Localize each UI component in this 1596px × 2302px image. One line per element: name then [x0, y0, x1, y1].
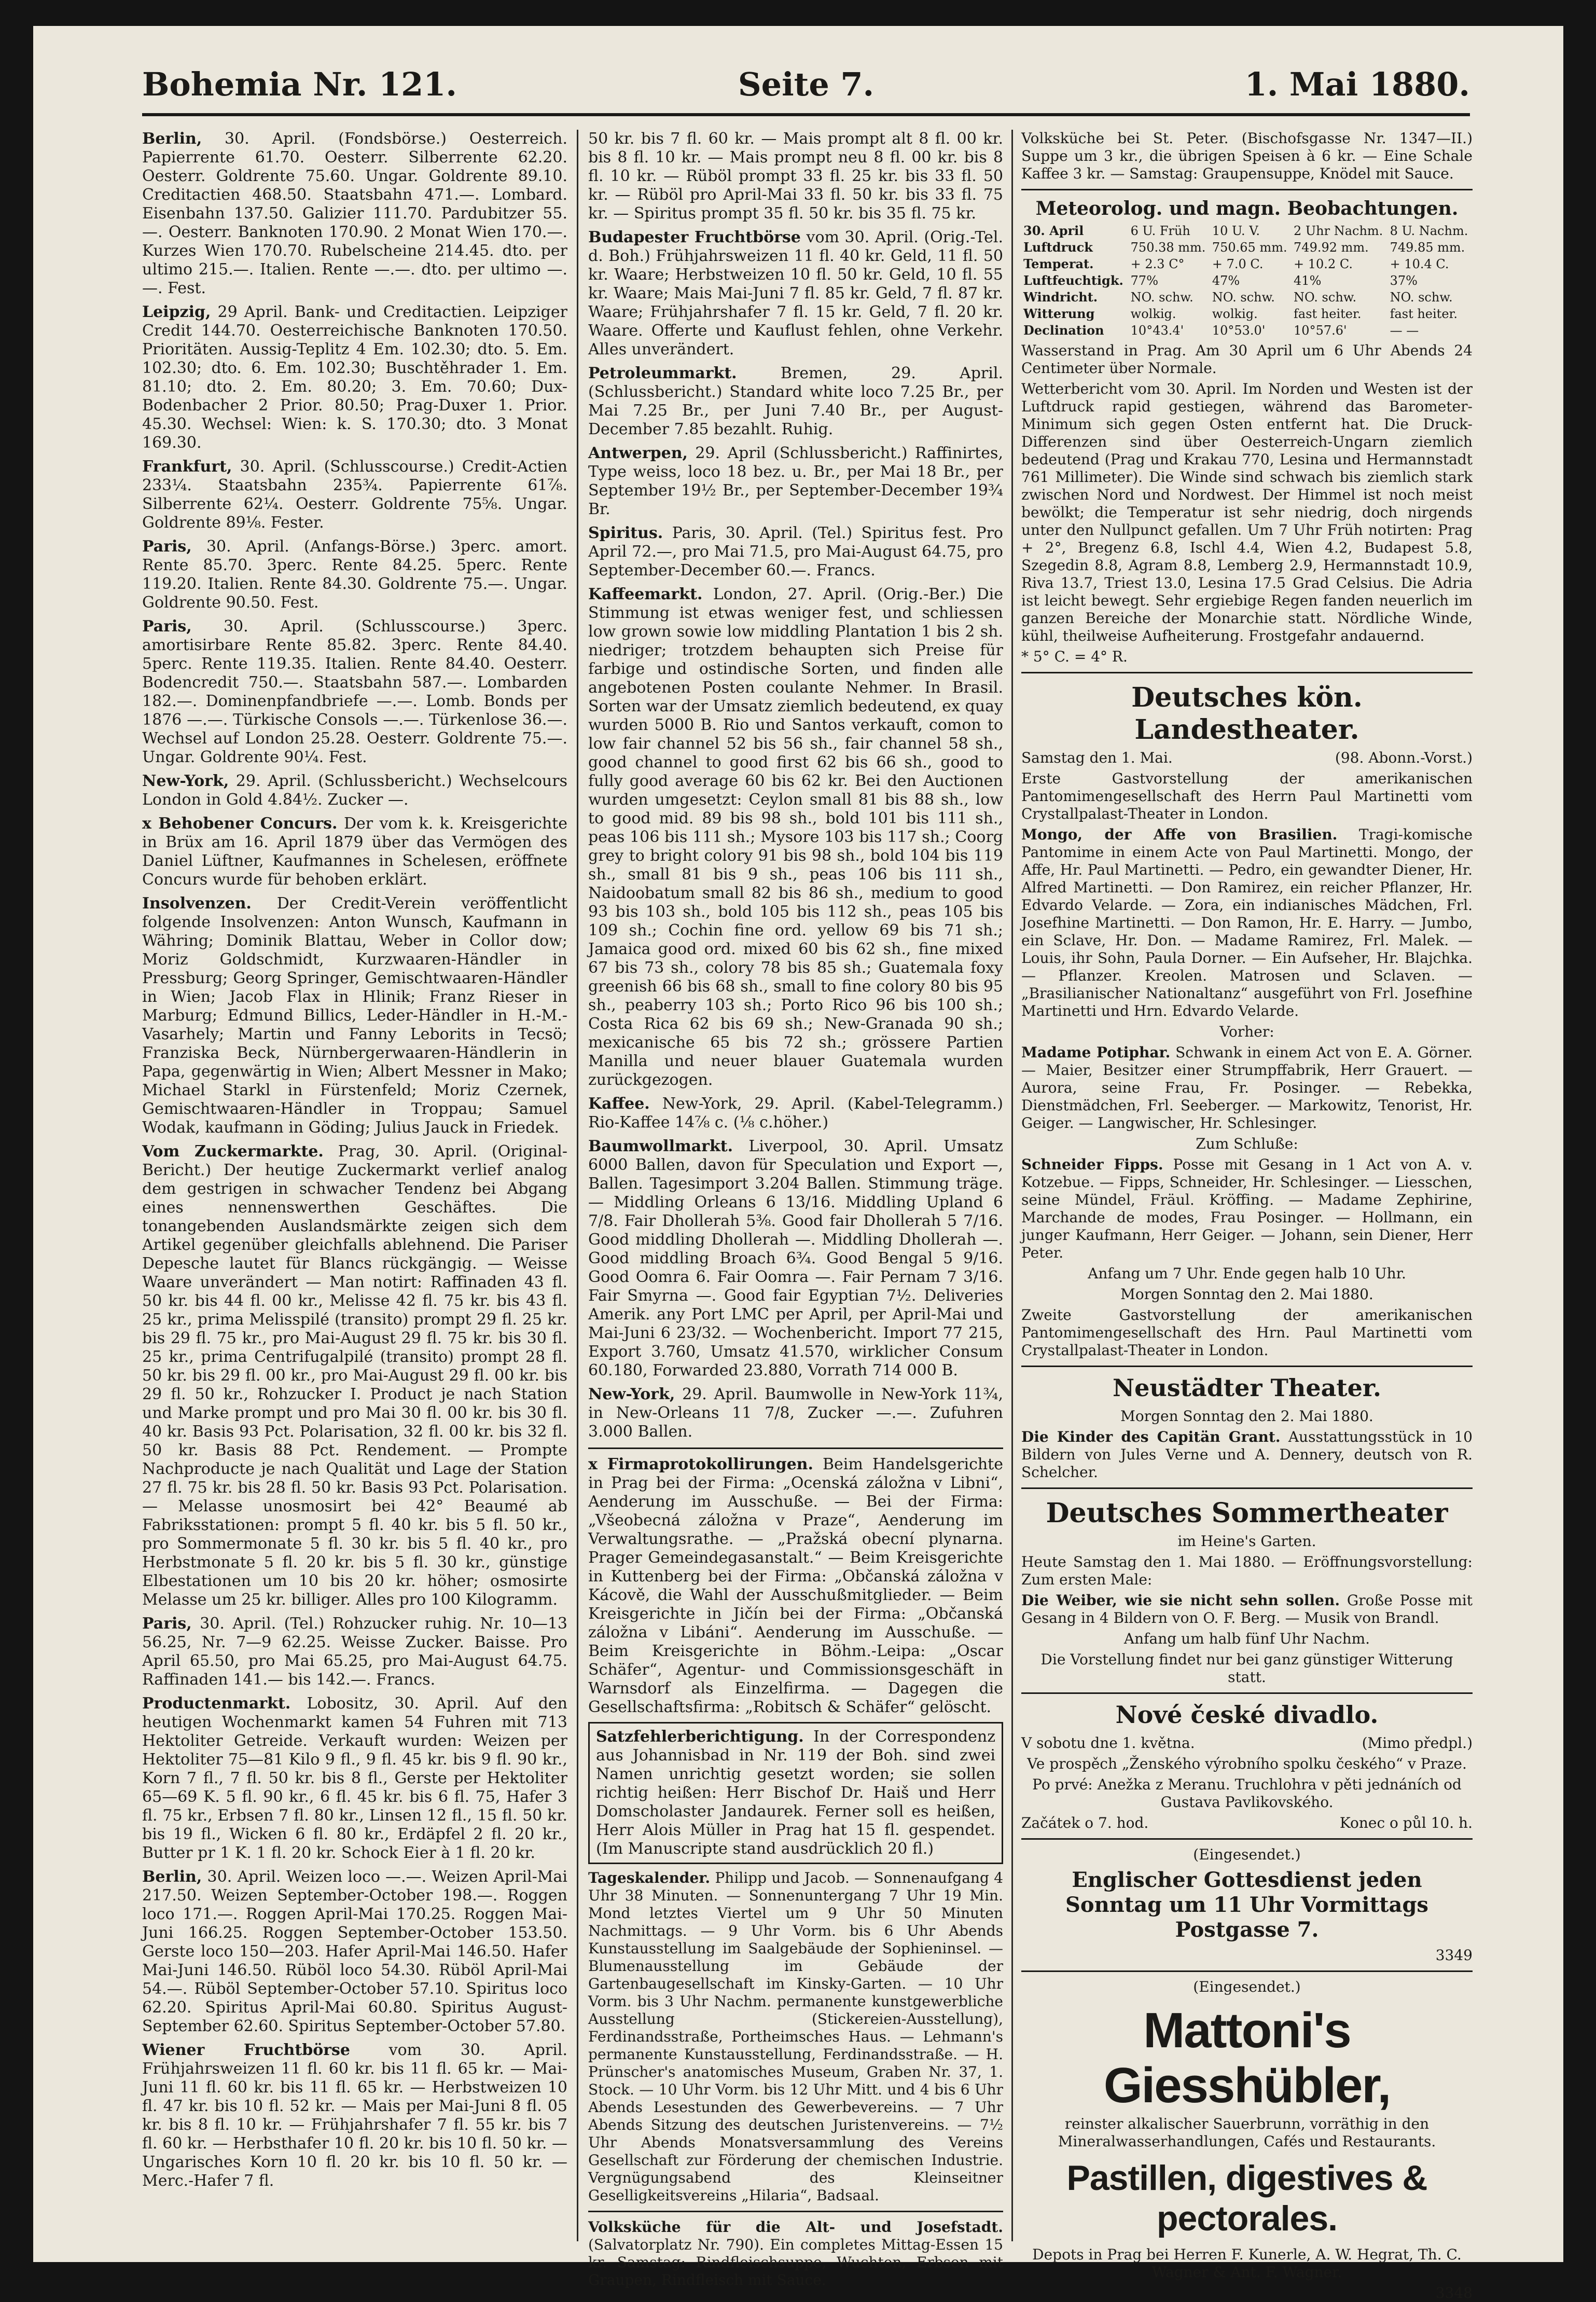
report-baumwolle: Baumwollmarkt. Liverpool, 30. April. Umsatz 6000 Ballen, davon für Speculation und Export —, Ballen. Tagesimport 3.204 Ballen. Stimmung träge. — Middling Orleans 6 13/16. Middling Upland 6 7/8. Fair Dhollerah 5⅜. Good fair Dhollerah 5 7/16. Good middling Dhollerah —. Middling Dhollerah —. Good middling Broach 6¾. Good Bengal 5 9/16. Good Oomra 6. Fair Oomra —. Fair Pernam 7 3/16. Fair Smyrna —. Good fair Egyptian 7½. Deliveries Amerik. any Port LMC per April, per April-Mai und Mai-Juni 6 23/32. — Wochenbericht. Import 77 215, Export 3.760, Umsatz 41.570, wirklicher Consum 60.180, Forwarded 23.880, Vorrath 714 000 B.	[588, 1137, 1003, 1380]
notice-concurs: x Behobener Concurs. Der vom k. k. Kreisgerichte in Brüx am 16. April 1879 über das Vermögen des Daniel Lüftner, Kaufmannes in Schelesen, eröffnete Concurs wurde für behoben erklärt.	[142, 815, 567, 889]
report-berlin-getreide: Berlin, 30. April. Weizen loco —.—. Weizen April-Mai 217.50. Weizen September-October 198.—. Roggen loco 171.—. Roggen April-Mai 170.25. Roggen Mai-Juni 166.25. Roggen September-October 153.50. Gerste loco 150—203. Hafer April-Mai 146.50. Hafer Mai-Juni 146.50. Rüböl loco 54.30. Rüböl April-Mai 54.—. Rüböl September-October 57.10. Spiritus loco 62.20. Spiritus April-Mai 60.80. Spiritus August-September 62.60. Spiritus September-October 57.80.	[142, 1868, 567, 2035]
theater-vorher: Vorher:	[1219, 1023, 1274, 1040]
theater-play-fipps: Schneider Fipps. Posse mit Gesang in 1 Act von A. v. Kotzebue. — Fipps, Schneider, Hr. Schlesinger. — Liesschen, seine Mündel, Fräul. Kröffing. — Madame Zephirine, Marchande de modes, Frau Posinger. — Hollmann, ein junger Kaufmann, Herr Geiger. — Johann, sein Diener, Herr Peter.	[1021, 1156, 1473, 1261]
notice-insolvenzen: Insolvenzen. Der Credit-Verein veröffentlicht folgende Insolvenzen: Anton Wunsch, Kaufmann in Währing; Dominik Blattau, Weber in Collor dow; Moriz Goldschmidt, Kurzwaaren-Händler in Pressburg; Georg Springer, Gemischtwaaren-Händler in Wien; Jacob Flax in Hlinik; Franz Rieser in Marburg; Edmund Billics, Leder-Händler in H.-M.-Vasarhely; Martin und Fanny Leborits in Tecsö; Franziska Beck, Nürnbergerwaaren-Händlerin in Papa, gegenwärtig in Wien; Albert Messner in Mako; Michael Starkl in Fürstenfeld; Moriz Czernek, Gemischtwaaren-Händler in Troppau; Samuel Wodak, kaufmann in Göding; Julius Jauck in Friedek.	[142, 894, 567, 1137]
theater-ceske-title: Nové české divadlo.	[1115, 1701, 1379, 1729]
report-wiener-fruchtboerse: Wiener Fruchtbörse vom 30. April. Frühjahrsweizen 11 fl. 60 kr. bis 11 fl. 65 kr. — Mai-Juni 11 fl. 60 kr. bis 11 fl. 65 kr. — Herbstweizen 10 fl. 47 kr. bis 10 fl. 52 kr. — Mais per Mai-Juni 8 fl. 05 kr. bis 8 fl. 10 kr. — Frühjahrshafer 7 fl. 55 kr. bis 7 fl. 60 kr. — Herbsthafer 10 fl. 20 kr. bis 10 fl. 50 kr. — Ungarisches Korn 10 fl. 20 kr. bis 10 fl. 50 kr. — Merc.-Hafer 7 fl.	[142, 2041, 567, 2190]
theater-neustaedter-title: Neustädter Theater.	[1113, 1374, 1381, 1402]
wetterbericht: Wetterbericht vom 30. April. Im Norden und Westen ist der Luftdruck rapid gestiegen, während das Barometer-Minimum sich gegen Osten entfernt hat. Die Druck-Differenzen sind über Oesterreich-Ungarn ziemlich bedeutend (Prag und Krakau 770, Lesina und Hermannstadt 761 Millimeter). Die Winde sind schwach bis ziemlich stark zwischen Nord und Nordwest. Der Himmel ist noch meist bewölkt; die Temperatur ist sehr niedrig, doch nirgends unter den Nullpunct gefallen. Um 7 Uhr Früh notirten: Prag + 2°, Bregenz 6.8, Ischl 4.4, Wien 4.2, Budapest 5.8, Szegedin 8.8, Agram 8.8, Lemberg 2.9, Hermannstadt 10.9, Riva 13.7, Triest 13.0, Lesina 17.5 Grad Celsius. Die Adria ist leicht bewegt. Sehr ergiebige Regen fanden neuerlich im ganzen Bereiche der Monarchie statt. Nördliche Winde, kühl, theilweise Aufheiterung. Frostgefahr andauernd.	[1021, 380, 1473, 644]
report-zuckermarkt: Vom Zuckermarkte. Prag, 30. April. (Original-Bericht.) Der heutige Zuckermarkt verlief analog dem gestrigen in schwacher Tendenz bei Abgang eines nennenswerthen Geschäftes. Die tonangebenden Auslandsmärkte zeigen sich dem Artikel gegenüber gleichfalls ablehnend. Die Pariser Depesche lautet für Blancs rückgängig. — Weisse Waare unverändert — Man notirt: Raffinaden 43 fl. 50 kr. bis 44 fl. 00 kr., Melisse 42 fl. 75 kr. bis 43 fl. 25 kr., prima Melisspilé (transito) prompt 29 fl. 25 kr. bis 29 fl. 75 kr., pro Mai-August 29 fl. 75 kr. bis 30 fl. 25 kr., prima Centrifugalpilé (transito) prompt 28 fl. 50 kr. bis 29 fl. 00 kr., pro Mai-August 29 fl. 00 kr. bis 29 fl. 50 kr., Rohzucker I. Product je nach Station und Marke prompt und pro Mai 30 fl. 00 kr. bis 30 fl. 40 kr. Basis 93 Pct. Polarisation, 32 fl. 00 kr. bis 32 fl. 50 kr. Basis 88 Pct. Rendement. — Prompte Nachproducte je nach Qualität und Lage der Station 27 fl. 75 kr. bis 28 fl. 50 kr. Basis 93 Pct. Polarisation. — Melasse unosmosirt bei 42° Beaumé ab Fabriksstationen: prompt 5 fl. 40 kr. bis 5 fl. 50 kr., pro Sommermonate 5 fl. 30 kr. bis 5 fl. 40 kr., pro Herbstmonate 5 fl. 20 kr. bis 5 fl. 30 kr., günstige Elbestationen um 10 bis 20 kr. höher; osmosirte Melasse um 25 kr. billiger. Alles pro 100 Kilogramm.	[142, 1142, 567, 1609]
report-berlin-fonds: Berlin, 30. April. (Fondsbörse.) Oesterreich. Papierrente 61.70. Oesterr. Silberrente 62.20. Oesterr. Goldrente 75.60. Ungar. Goldrente 89.10. Creditactien 468.50. Staatsbahn 471.—. Lombard. Eisenbahn 137.50. Galizier 111.70. Pardubitzer 55.—. Oesterr. Banknoten 170.90. 2 Monat Wien 170.—. Kurzes Wien 170.70. Rubelscheine 214.45. dto. per ultimo 215.—. Italien. Rente —.—. dto. per ultimo —.—. Fest.	[142, 130, 567, 297]
ad-mattoni-text: reinster alkalischer Sauerbrunn, vorräthig in den Mineralwasserhandlungen, Cafés und Restaurants.	[1058, 2115, 1436, 2150]
meteo-row: Windricht. NO. schw. NO. schw. NO. schw. NO. schw.	[1023, 290, 1453, 305]
divider	[1021, 1970, 1473, 1972]
report-paris-anfang: Paris, 30. April. (Anfangs-Börse.) 3perc. amort. Rente 85.70. 3perc. Rente 84.25. 5perc. Rente 119.20. Italien. Rente 84.30. Goldrente 75.—. Ungar. Goldrente 90.50. Fest.	[142, 537, 567, 612]
theater-neustaedter-play: Die Kinder des Capitän Grant. Ausstattungsstück in 10 Bildern von Jules Verne und A. Dennery, deutsch von R. Schelcher.	[1021, 1428, 1473, 1481]
theater-intro: Erste Gastvorstellung der amerikanischen Pantomimengesellschaft des Herrn Paul Martinetti vom Crystallpalast-Theater in London.	[1021, 770, 1473, 822]
eingesendet-label: (Eingesendet.)	[1193, 1978, 1301, 1995]
meteo-table	[1021, 223, 1473, 339]
meteo-footnote: * 5° C. = 4° R.	[1021, 648, 1128, 665]
eingesendet-label: (Eingesendet.)	[1193, 1846, 1301, 1863]
divider	[1021, 1487, 1473, 1489]
divider	[1021, 1692, 1473, 1694]
theater-play-potiphar: Madame Potiphar. Schwank in einem Act von E. A. Görner. — Maier, Besitzer einer Strumpffabrik, Herr Grauert. — Aurora, seine Frau, Fr. Posinger. — Rebekka, Dienstmädchen, Frl. Seeberger. — Markowitz, Tenorist, Hr. Geiger. — Langwischer, Hr. Schlesinger.	[1021, 1044, 1473, 1132]
meteo-row: Luftdruck 750.38 mm. 750.65 mm. 749.92 mm. 749.85 mm.	[1023, 240, 1465, 255]
ad-number: 3349	[1435, 1947, 1473, 1964]
meteo-header-row: 30. April 6 U. Früh 10 U. V. 2 Uhr Nachm. 8 U. Nachm.	[1023, 223, 1468, 238]
theater-landestheater-title: Deutsches kön. Landestheater.	[1131, 682, 1363, 746]
divider	[588, 2211, 1003, 2212]
column-notices	[1021, 130, 1473, 2301]
tageskalender: Tageskalender. Philipp und Jacob. — Sonnenaufgang 4 Uhr 38 Minuten. — Sonnenuntergang 7 Uhr 19 Min. Mond letztes Viertel um 9 Uhr 50 Minuten Nachmittags. — 9 Uhr Vorm. bis 6 Uhr Abends Kunstausstellung im Saalgebäude der Sophieninsel. — Blumenausstellung im Gebäude der Gartenbaugesellschaft im Kinsky-Garten. — 10 Uhr Vorm. bis 3 Uhr Nachm. permanente kunstgewerbliche Ausstellung (Stickereien-Ausstellung), Ferdinandsstraße, Portheimsches Haus. — Lehmann's permanente Kunstausstellung, Ferdinandsstraße. — H. Prünscher's anatomisches Museum, Graben Nr. 37, 1. Stock. — 10 Uhr Vorm. bis 12 Uhr Mitt. und 4 bis 6 Uhr Abends Lesestunden des Gewerbevereins. — 7 Uhr Abends Sitzung des deutschen Juristenvereins. — 7½ Uhr Abends Monatsversammlung des Vereins Gesellschaft zur Förderung der chemischen Industrie. Vergnügungsabend des Kleinseitner Geselligkeitsvereins „Hilaria“, Badsaal.	[588, 1869, 1004, 2204]
report-paris-schluss: Paris, 30. April. (Schlusscourse.) 3perc. amortisirbare Rente 85.82. 3perc. Rente 84.40. 5perc. Rente 119.35. Italien. Rente 84.40. Oesterr. Bodencredit 750.—. Staatsbahn 587.—. Lombarden 182.—. Dominenpfandbriefe —.—. Lomb. Bonds per 1876 —.—. Türkische Consols —.—. Türkenlose 36.—. Wechsel auf London 25.28. Oesterr. Goldrente 75.—. Ungar. Goldrente 90¼. Fest.	[142, 617, 567, 766]
masthead	[142, 61, 1470, 116]
meteo-row: Temperat. + 2.3 C° + 7.0 C. + 10.2 C. + 10.4 C.	[1023, 256, 1449, 271]
theater-anfang: Anfang um 7 Uhr. Ende gegen halb 10 Uhr.	[1088, 1265, 1406, 1282]
issue-date: 1. Mai 1880.	[1244, 65, 1470, 103]
theater-date-line: Samstag den 1. Mai. (98. Abonn.-Vorst.)	[1021, 749, 1473, 766]
report-baumwolle-ny: New-York, 29. April. Baumwolle in New-York 11¾, in New-Orleans 11 7/8, Zucker —.—. Zufuhren 3.000 Ballen.	[588, 1385, 1003, 1441]
notice-volkskueche-peter: Volksküche bei St. Peter. (Bischofsgasse Nr. 1347—II.) Suppe um 3 kr., die übrigen Speisen à 6 kr. — Eine Schale Kaffee 3 kr. — Samstag: Graupensuppe, Knödel mit Sauce.	[1021, 130, 1473, 182]
wasserstand: Wasserstand in Prag. Am 30 April um 6 Uhr Abends 24 Centimeter über Normale.	[1021, 342, 1473, 377]
theater-sommer-subtitle: im Heine's Garten.	[1177, 1533, 1316, 1550]
column-finance	[142, 130, 567, 2246]
notice-satzfehler: Satzfehlerberichtigung. In der Correspondenz aus Johannisbad in Nr. 119 der Boh. sind zwei Namen unrichtig gesetzt worden; sie sollen richtig heißen: Herr Bischof Dr. Haiš und Herr Domscholaster Jandaurek. Ferner soll es heißen, Herr Alois Müller in Prag hat 15 fl. gespendet. (Im Manuscripte stand ausdrücklich 20 fl.)	[588, 1722, 1003, 1864]
column-divider	[577, 130, 578, 2241]
theater-sommer-anfang: Anfang um halb fünf Uhr Nachm.	[1123, 1630, 1370, 1647]
theater-play-mongo: Mongo, der Affe von Brasilien. Tragi-komische Pantomime in einem Acte von Paul Martinetti. Mongo, der Affe, Hr. Paul Martinetti. — Pedro, ein gewandter Diener, Hr. Alfred Martinetti. — Don Ramirez, ein reicher Pflanzer, Hr. Edvardo Velarde. — Zora, ein indianisches Mädchen, Frl. Josefhine Martinetti. — Don Ramon, Hr. E. Harry. — Jumbo, ein Sclave, Hr. Don. — Madame Ramirez, Frl. Malek. — Louis, ihr Sohn, Paula Dorner. — Ein Aufseher, Hr. Blajchka. — Pflanzer. Kreolen. Matrosen und Sclaven. — „Brasilianischer Nationaltanz“ ausgeführt von Frl. Josefhine Martinetti und Hrn. Edvardo Velarde.	[1021, 826, 1473, 1019]
theater-morgen: Morgen Sonntag den 2. Mai 1880.	[1120, 1286, 1373, 1303]
report-spiritus: Spiritus. Paris, 30. April. (Tel.) Spiritus fest. Pro April 72.—, pro Mai 71.5, pro Mai-August 64.75, pro September-December 60.—. Francs.	[588, 524, 1003, 580]
meteo-row: Witterung wolkig. wolkig. fast heiter. fast heiter.	[1023, 306, 1458, 321]
notice-firmaprotokoll: x Firmaprotokollirungen. Beim Handelsgerichte in Prag bei der Firma: „Ocenská záložna v Libni“, Aenderung im Ausschuße. — Bei der Firma: „Všeobecná záložna v Praze“, Aenderung im Verwaltungsrathe. — „Pražská obecní plynarna. Prager Gemeindegasanstalt.“ — Beim Kreisgerichte in Kuttenberg bei der Firma: „Občanská záložna v Kácově, die Wahl der Ausschußmitglieder. — Beim Kreisgerichte in Jičín bei der Firma: „Občanská záložna v Libáni“. Aenderung im Ausschuße. — Beim Kreisgerichte in Böhm.-Leipa: „Oscar Schäfer“, Agentur- und Commissionsgeschäft in Warnsdorf als Einzelfirma. — Dagegen die Gesellschaftsfirma: „Robitsch & Schäfer“ gelöscht.	[588, 1455, 1003, 1716]
theater-sommer-play: Die Weiber, wie sie nicht sehn sollen. Große Posse mit Gesang in 4 Bildern von O. F. Berg. — Musik von Brandl.	[1021, 1592, 1473, 1626]
meteo-row: Luftfeuchtigk. 77% 47% 41% 37%	[1023, 273, 1418, 288]
report-frankfurt: Frankfurt, 30. April. (Schlusscourse.) Credit-Actien 233¼. Staatsbahn 235¾. Papierrente 61⅞. Silberrente 62¼. Oesterr. Goldrente 75⅝. Ungar. Goldrente 89⅛. Fester.	[142, 458, 567, 532]
report-antwerpen: Antwerpen, 29. April (Schlussbericht.) Raffinirtes, Type weiss, loco 18 bez. u. Br., per Mai 18 Br., per September 19½ Br., per September-December 19¾ Br.	[588, 444, 1003, 518]
column-markets	[588, 130, 1004, 2289]
theater-sommer-date: Heute Samstag den 1. Mai 1880. — Eröffnungsvorstellung: Zum ersten Male:	[1021, 1553, 1473, 1588]
report-new-york: New-York, 29. April. (Schlussbericht.) Wechselcours London in Gold 4.84½. Zucker —.	[142, 772, 567, 809]
report-wien-continued: 50 kr. bis 7 fl. 60 kr. — Mais prompt alt 8 fl. 00 kr. bis 8 fl. 10 kr. — Mais prompt neu 8 fl. 00 kr. bis 8 fl. 10 kr. — Rüböl prompt 33 fl. 25 kr. bis 33 fl. 50 kr. — Rüböl pro April-Mai 33 fl. 50 kr. bis 33 fl. 75 kr. — Spiritus prompt 35 fl. 50 kr. bis 35 fl. 75 kr.	[588, 130, 1003, 223]
theater-zweite: Zweite Gastvorstellung der amerikanischen Pantomimengesellschaft des Hrn. Paul Martinetti vom Crystallpalast-Theater in London.	[1021, 1306, 1473, 1359]
divider	[1021, 189, 1473, 190]
theater-zum-schluss: Zum Schluße:	[1196, 1135, 1298, 1152]
theater-ceske-time: Začátek o 7. hod. Konec o půl 10. h.	[1021, 1814, 1473, 1831]
report-leipzig: Leipzig, 29 April. Bank- und Creditactien. Leipziger Credit 144.70. Oesterreichische Banknoten 170.50. Prioritäten. Aussig-Teplitz 4 Em. 102.30; dto. 5. Em. 102.30; dto. 6. Em. 102.30; Buschtěhrader 1. Em. 81.10; dto. 2. Em. 80.20; 3. Em. 70.60; Dux-Bodenbacher 2 Prior. 80.50; Prag-Duxer 1. Prior. 45.30. Wechsel: Wien: k. S. 170.30; dto. 3 Monat 169.30.	[142, 303, 567, 452]
ad-pastillen-title: Pastillen, digestives & pectorales.	[1066, 2158, 1427, 2238]
newspaper-page	[33, 26, 1563, 2301]
theater-sommer-note: Die Vorstellung findet nur bei ganz günstiger Witterung statt.	[1040, 1651, 1453, 1686]
report-petroleum: Petroleummarkt. Bremen, 29. April. (Schlussbericht.) Standard white loco 7.25 Br., per Mai 7.25 Br., per Juni 7.40 Br., per August-December 7.85 bezahlt. Ruhig.	[588, 364, 1003, 438]
theater-sommer-title: Deutsches Sommertheater	[1046, 1497, 1448, 1529]
report-kaffee-ny: Kaffee. New-York, 29. April. (Kabel-Telegramm.) Rio-Kaffee 14⅞ c. (⅛ c.höher.)	[588, 1095, 1003, 1132]
report-paris-zucker: Paris, 30. April. (Tel.) Rohzucker ruhig. Nr. 10—13 56.25, Nr. 7—9 62.25. Weisse Zucker. Baisse. Pro April 65.50, pro Mai 65.25, pro Mai-August 64.75. Raffinaden 141.— bis 142.—. Francs.	[142, 1615, 567, 1689]
ad-mattoni-title: Mattoni's Giesshübler,	[1103, 2003, 1391, 2113]
theater-neustaedter-date: Morgen Sonntag den 2. Mai 1880.	[1120, 1408, 1373, 1425]
divider	[1021, 1838, 1473, 1840]
theater-ceske-benefit: Ve prospěch „Ženského výrobního spolku českého“ v Praze.	[1027, 1755, 1467, 1772]
notice-gottesdienst: Englischer Gottesdienst jeden Sonntag um 11 Uhr Vormittags Postgasse 7.	[1065, 1868, 1428, 1942]
meteo-row: Declination 10°43.4' 10°53.0' 10°57.6' — —	[1023, 323, 1419, 338]
ad-number: 3348	[1435, 2284, 1473, 2301]
issue-number: Bohemia Nr. 121.	[142, 65, 457, 103]
divider	[588, 1448, 1003, 1449]
page-number: Seite 7.	[738, 65, 875, 103]
divider	[1021, 1366, 1473, 1367]
theater-ceske-play: Po prvé: Anežka z Meranu. Truchlohra v pěti jednáních od Gustava Pavlikovského.	[1032, 1776, 1462, 1811]
theater-ceske-date: V sobotu dne 1. května. (Mimo předpl.)	[1021, 1734, 1473, 1752]
divider	[1021, 672, 1473, 673]
report-productenmarkt: Productenmarkt. Lobositz, 30. April. Auf den heutigen Wochenmarkt kamen 54 Fuhren mit 713 Hektoliter Getreide. Verkauft wurden: Weizen per Hektoliter 75—81 Kilo 9 fl., 9 fl. 45 kr. bis 9 fl. 90 kr., Korn 7 fl., 7 fl. 50 kr. bis 8 fl., Gerste per Hektoliter 65—69 K. 5 fl. 90 kr., 6 fl. 45 kr. bis 6 fl. 75, Hafer 3 fl. 75 kr., Erbsen 7 fl. 80 kr., Linsen 12 fl., 15 fl. 50 kr. bis 19 fl., Wicken 6 fl. 80 kr., Erdäpfel 2 fl. 20 kr., Butter pr 1 K. 1 fl. 20 kr. Schock Eier à 1 fl. 20 kr.	[142, 1694, 567, 1862]
report-budapest: Budapester Fruchtbörse vom 30. April. (Orig.-Tel. d. Boh.) Frühjahrsweizen 11 fl. 40 kr. Geld, 11 fl. 50 kr. Waare; Herbstweizen 10 fl. 50 kr. Geld, 10 fl. 55 kr. Waare; Mais Mai-Juni 7 fl. 85 kr. Geld, 7 fl. 87 kr. Waare; Frühjahrshafer 7 fl. 15 kr. Geld, 7 fl. 20 kr. Waare. Offerte und Kauflust fehlen, ohne Verkehr. Alles unverändert.	[588, 228, 1003, 359]
ad-depots: Depots in Prag bei Herren F. Kunerle, A. W. Hegrat, Th. C. Wagner & Ant. F. Wagner.	[1032, 2246, 1462, 2281]
report-kaffeemarkt: Kaffeemarkt. London, 27. April. (Orig.-Ber.) Die Stimmung ist etwas weniger fest, und schliessen low grown sowie low middling Plantation 1 bis 2 sh. niedriger; trotzdem behaupten sich Preise für farbige und ostindische Sorten, und finden alle angebotenen Posten coulante Nehmer. In Brasil. Sorten war der Umsatz ziemlich bedeutend, ex quay wurden 5000 B. Rio und Santos verkauft, comon to low fair channel 52 bis 56 sh., fair channel 58 sh., good channel to good first 62 bis 66 sh., good to fully good average 60 bis 62 kr. Bei den Auctionen wurden umgesetzt: Ceylon small 81 bis 88 sh., low to good mid. 89 bis 98 sh., bold 101 bis 111 sh., peas 106 bis 111 sh.; Mysore 103 bis 117 sh.; Coorg grey to bright colory 91 bis 98 sh., bold 104 bis 119 sh., small 81 bis 9 sh., peas 106 bis 111 sh., Naidoobatum small 82 bis 86 sh., medium to good 93 bis 103 sh., bold 105 bis 112 sh., peas 105 bis 109 sh.; Cochin fine ord. yellow 69 bis 71 sh.; Jamaica good ord. mixed 60 bis 62 sh., fine mixed 67 bis 73 sh., colory 78 bis 85 sh.; Guatemala foxy greenish 66 bis 68 sh., small to fine colory 80 bis 95 sh., peaberry 103 sh.; Porto Rico 96 bis 100 sh.; Costa Rica 62 bis 69 sh.; New-Granada 90 sh.; mexicanische 65 bis 72 sh.; grössere Partien Manilla und neuer blauer Guatemala wurden zurückgezogen.	[588, 585, 1003, 1089]
notice-volkskueche-altstadt: Volksküche für die Alt- und Josefstadt. (Salvatorplatz Nr. 790). Ein completes Mittag-Essen 15 kr. Samstag: Rindfleischsuppe, Wuchten, Erbsen mit Graupen, Rindfleisch mit Sauce.	[588, 2218, 1003, 2289]
column-divider	[1011, 130, 1013, 2241]
meteo-title: Meteorolog. und magn. Beobachtungen.	[1035, 198, 1459, 219]
